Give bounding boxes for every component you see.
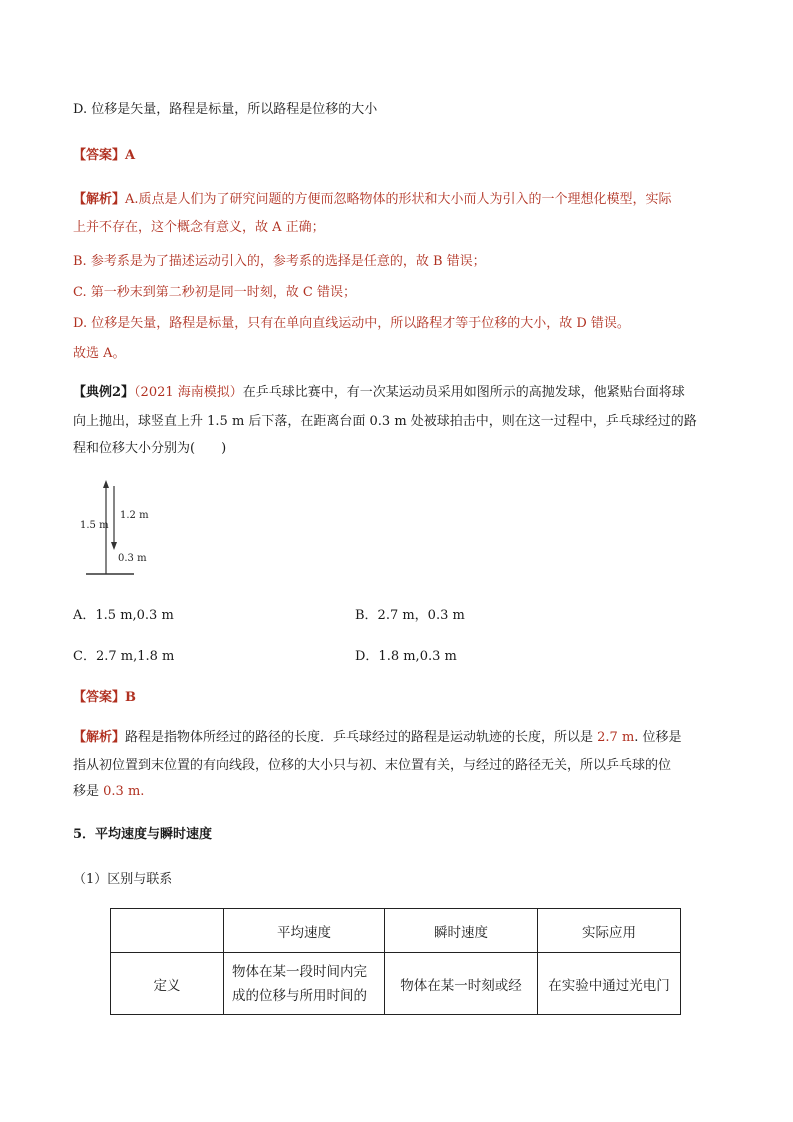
q1-analysis-line1 xyxy=(73,190,672,210)
analysis-label: 【解析】 xyxy=(73,192,126,207)
label-1-5m: 1.5 m xyxy=(80,520,109,531)
q2-analysis-line3 xyxy=(73,782,144,802)
table-header-row xyxy=(111,909,681,953)
section-heading: 5．平均速度与瞬时速度 xyxy=(73,827,213,842)
q2-option-d: D．1.8 m,0.3 m xyxy=(355,649,457,664)
row-label-definition: 定义 xyxy=(111,953,224,1015)
q2-stem-text: 在乒乓球比赛中，有一次某运动员采用如图所示的高抛发球，他紧贴台面将球 xyxy=(242,385,685,400)
q2-source: （2021 海南模拟） xyxy=(134,385,243,400)
table-row xyxy=(111,953,681,1015)
analysis-text: 路程是指物体所经过的路径的长度．乒乓球经过的路程是运动轨迹的长度，所以是 xyxy=(125,730,598,745)
q2-stem-line3: 程和位移大小分别为( ) xyxy=(73,441,227,456)
upward-arrow-icon xyxy=(103,480,109,488)
q2-stem-line2: 向上抛出，球竖直上升 1.5 m 后下落，在距离台面 0.3 m 处被球拍击中，则在这一过程中，乒乓球经过的路 xyxy=(73,414,697,429)
analysis-value: 0.3 m. xyxy=(103,784,145,799)
downward-arrow-icon xyxy=(111,542,117,550)
analysis-text: 移是 xyxy=(73,784,104,799)
q2-label: 【典例2】 xyxy=(73,385,135,400)
label-1-2m: 1.2 m xyxy=(120,510,149,521)
q1-analysis-b: B. 参考系是为了描述运动引入的，参考系的选择是任意的，故 B 错误； xyxy=(73,254,486,269)
header-cell-application: 实际应用 xyxy=(538,909,681,953)
section-subheading: （1）区别与联系 xyxy=(73,872,173,887)
q2-option-a: A．1.5 m,0.3 m xyxy=(73,608,174,623)
analysis-text-end: . 位移是 xyxy=(634,730,682,745)
ping-pong-diagram xyxy=(78,478,168,578)
header-cell-average-velocity: 平均速度 xyxy=(224,909,385,953)
cell-instant-definition: 物体在某一时刻或经 xyxy=(385,953,538,1015)
q1-analysis-line2: 上并不存在，这个概念有意义，故 A 正确； xyxy=(73,220,325,235)
velocity-comparison-table xyxy=(110,908,681,1015)
q2-option-b: B．2.7 m，0.3 m xyxy=(355,608,465,623)
analysis-text: A.质点是人们为了研究问题的方便而忽略物体的形状和大小而人为引入的一个理想化模型，实际 xyxy=(125,192,672,207)
cell-average-definition xyxy=(224,953,385,1015)
analysis-value: 2.7 m xyxy=(597,730,635,745)
cell-application-definition: 在实验中通过光电门 xyxy=(538,953,681,1015)
q2-analysis-line1 xyxy=(73,728,682,748)
answer-label: 【答案】 xyxy=(73,148,126,163)
header-cell-instant-velocity: 瞬时速度 xyxy=(385,909,538,953)
header-cell-empty xyxy=(111,909,224,953)
q2-analysis-line2: 指从初位置到末位置的有向线段，位移的大小只与初、末位置有关，与经过的路径无关，所以乒乓球的位 xyxy=(73,758,672,773)
answer-value: A xyxy=(125,148,136,163)
q1-analysis-c: C. 第一秒末到第二秒初是同一时刻，故 C 错误； xyxy=(73,285,356,300)
analysis-label: 【解析】 xyxy=(73,730,126,745)
q2-answer xyxy=(73,688,136,708)
q2-stem-line1 xyxy=(73,383,685,403)
q1-conclusion: 故选 A。 xyxy=(73,346,126,361)
q1-analysis-d: D. 位移是矢量，路程是标量，只有在单向直线运动中，所以路程才等于位移的大小，故 D 错误。 xyxy=(73,316,630,331)
cell-average-line1: 物体在某一段时间内完 xyxy=(232,963,367,980)
q1-option-d: D. 位移是矢量，路程是标量，所以路程是位移的大小 xyxy=(73,102,378,117)
cell-average-line2: 成的位移与所用时间的 xyxy=(232,987,367,1004)
label-0-3m: 0.3 m xyxy=(118,553,147,564)
answer-value: B xyxy=(125,690,137,705)
q2-option-c: C．2.7 m,1.8 m xyxy=(73,649,175,664)
answer-label: 【答案】 xyxy=(73,690,126,705)
q1-answer xyxy=(73,146,135,166)
